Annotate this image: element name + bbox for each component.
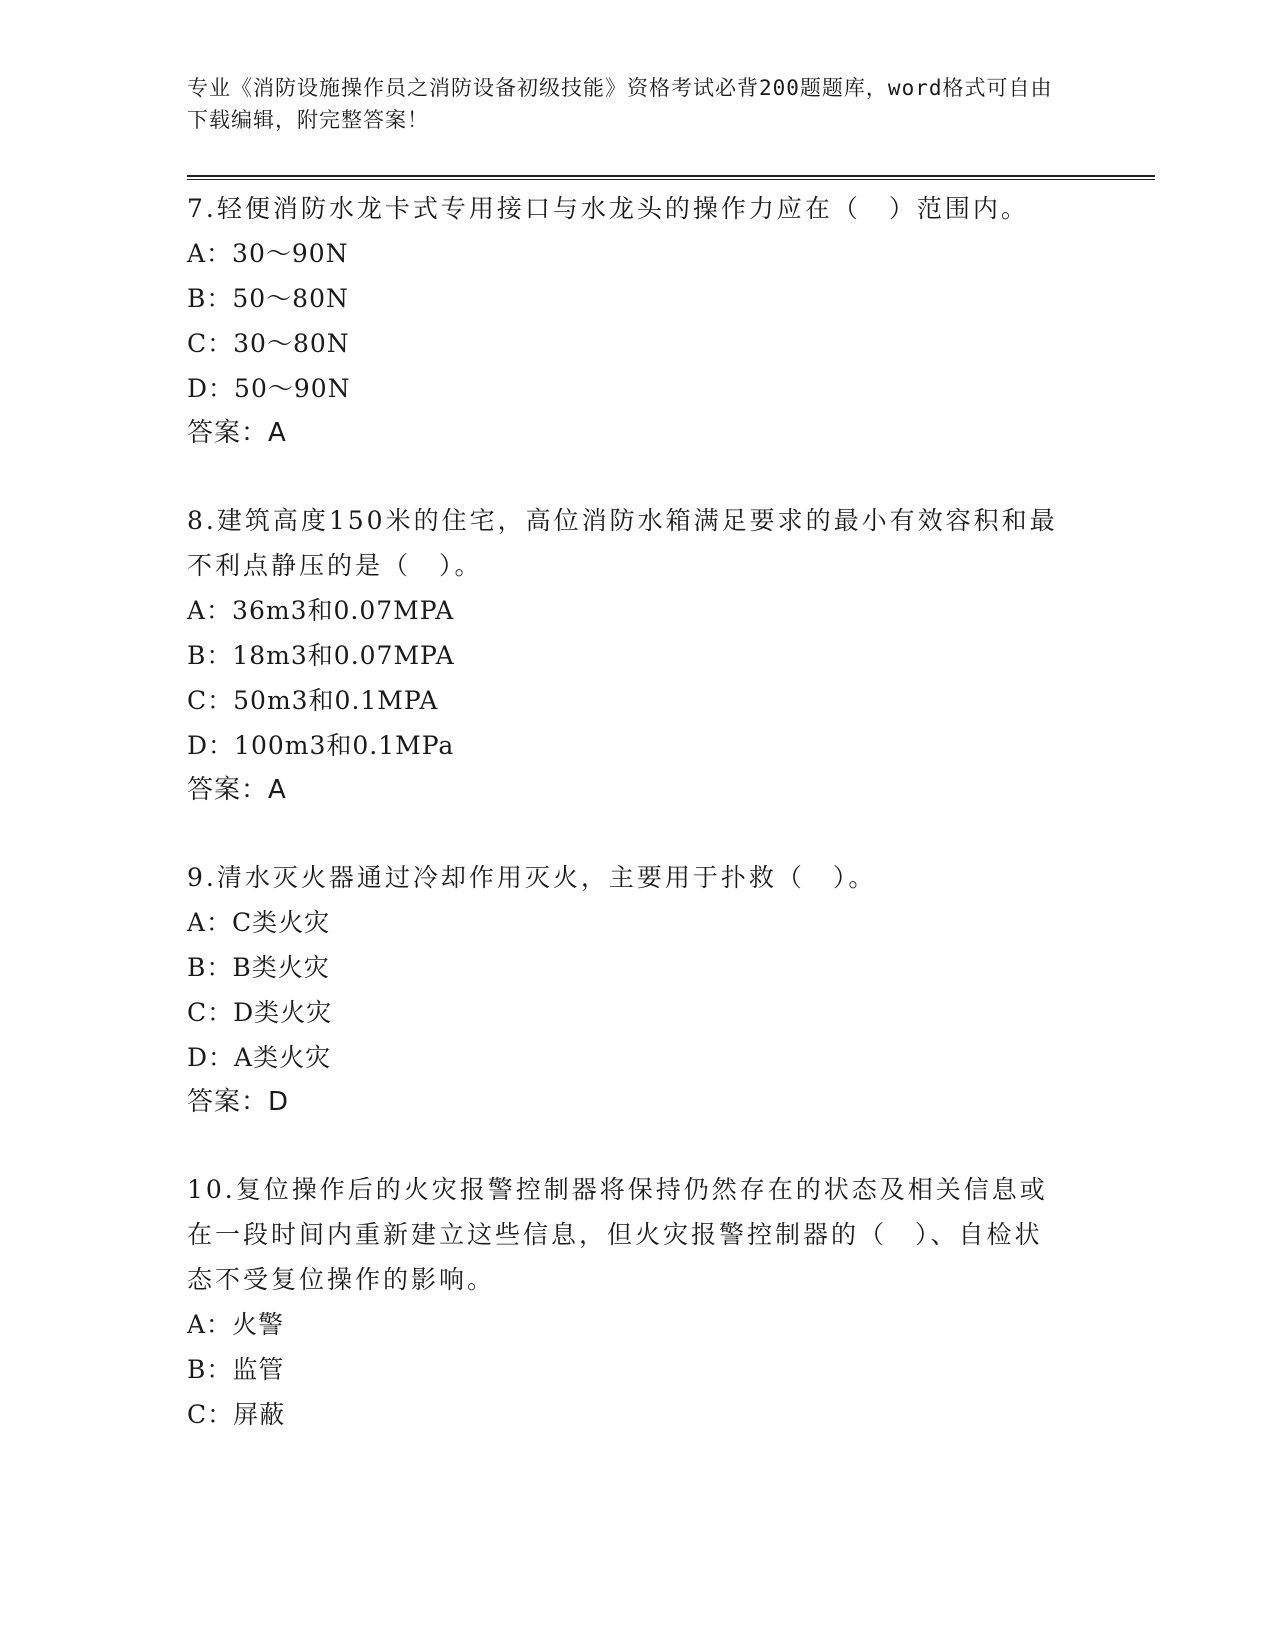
option-d: D：A类火灾	[187, 1043, 332, 1072]
double-rule-divider	[187, 175, 1155, 180]
option-a: A：36m3和0.07MPA	[187, 596, 455, 625]
question-7	[187, 186, 1155, 456]
option-a: A：30～90N	[187, 239, 349, 268]
question-10	[187, 1167, 1155, 1437]
answer: 答案：A	[187, 418, 287, 448]
option-c: C：30～80N	[187, 329, 350, 358]
option-b: B：B类火灾	[187, 953, 330, 982]
document-intro: 专业《消防设施操作员之消防设备初级技能》资格考试必背200题题库，word格式可自由下载编辑，附完整答案！	[187, 76, 1053, 132]
option-d: D：100m3和0.1MPa	[187, 731, 455, 760]
option-c: C：屏蔽	[187, 1400, 286, 1429]
question-text: 10.复位操作后的火灾报警控制器将保持仍然存在的状态及相关信息或在一段时间内重新建立这些信息，但火灾报警控制器的（ ）、自检状态不受复位操作的影响。	[187, 1175, 1048, 1294]
question-9	[187, 855, 1155, 1125]
question-8	[187, 498, 1155, 813]
option-a: A：C类火灾	[187, 908, 331, 937]
option-b: B：18m3和0.07MPA	[187, 641, 455, 670]
option-a: A：火警	[187, 1310, 285, 1339]
answer: 答案：A	[187, 775, 287, 805]
question-text: 7.轻便消防水龙卡式专用接口与水龙头的操作力应在（ ）范围内。	[187, 194, 1029, 223]
option-b: B：50～80N	[187, 284, 349, 313]
option-c: C：D类火灾	[187, 998, 333, 1027]
option-d: D：50～90N	[187, 374, 351, 403]
answer: 答案：D	[187, 1087, 290, 1117]
option-b: B：监管	[187, 1355, 285, 1384]
question-text: 9.清水灭火器通过冷却作用灭火，主要用于扑救（ ）。	[187, 863, 877, 892]
option-c: C：50m3和0.1MPA	[187, 686, 439, 715]
document-page	[187, 72, 1155, 1437]
question-text: 8.建筑高度150米的住宅，高位消防水箱满足要求的最小有效容积和最不利点静压的是（ ）。	[187, 506, 1058, 580]
